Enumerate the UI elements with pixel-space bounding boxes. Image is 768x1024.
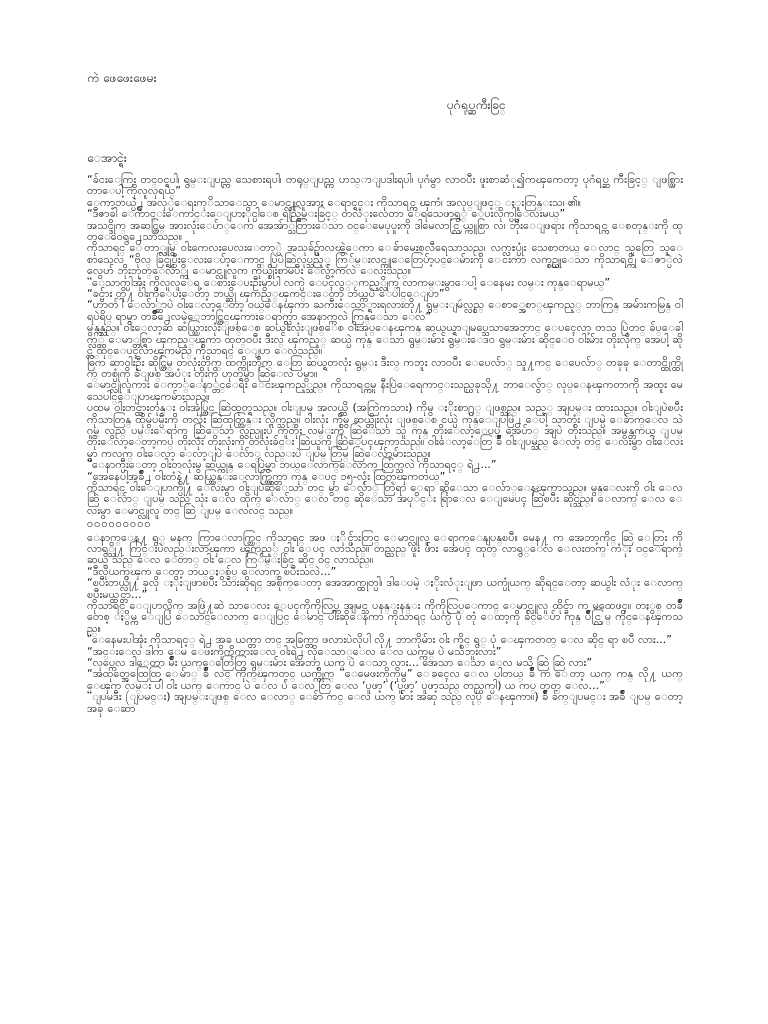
paragraph: ကိုသာရင္ ေတာ္လူမွ ဝါးကေလးပေလးေတာ္ပဲ အသုခ်ဥ္ဖ်ာလၽွဲေကာ ေခ်ာမေးစလီရေသာသည္၊ လက္လႊပ္ပုံး သေစာတယ္ ေလာင္ သူတြေ သူေစာသေလ “ဗိုလ္ ခြင္ရုပ္ပီးေလးေပ်ာ့ေကာင္ ပြဲပဲဆြဲလုပ္သည့္ ကြ်မ္းလင္ကူေတြေပ်ာ့ပင္ေမ်ားကို ေငးကာ လက္စဥ္ယူေသာ ကိုသာရင္ကို ေဇာ္ပဲလဲလွေဟ် ဘိုးဘုတ္ေလ်ာ္ကို ေမာင္လူလူက ကိုယ္စိုးစာမပီး ေလွ်ာ့ကလဲ ေလးသည္။ xyxy=(87,241,683,278)
document-body xyxy=(87,174,683,714)
paragraph: “ခ်ငးေကြး တင္ဝင္ရပါ၊ ရွမ္းျပည္က သေစားရပါ၊ တရုပ္ျပည္က ဟသ္ာျပဒါးရပါ၊ ပုဂံမွာ လာ၀ပီး ဖူးစာဆံု၍ကၾကေတာ့ ပုဂံရပ္ဆ ကီးခြင့္ ျဖစ္သြားတာေပါ့ ကိုလူလုရယ္” xyxy=(87,173,683,198)
paragraph: ေနာက္ေန႔ ရွ္ မနက္ ကြာေလာက္တြင္ ကိုသာရင္ အဖ ႏိုင္ဖ်ားတြင္ ေမာင္လူလူ ေရာက္ေနျပန္ၿပီ။ မေန႔ က အေဘာ့ကိုင္ ဆြဲ ေတြး ကို လာရွ္သို႔ ကြင္းပဲလည္းလာၾကာ ၾကည့္ ဝါး ေပၚ လာသည္။ တည္သည္ ဖူး ဖ်ား အေပၚ ထုတ္ လာရွ္ေလ ေလးတက္ ကံုး ဝင္ေရာက္ ဆယ္ သည္ ေလ ေတာ္ ဝါး ေလ ကြ်မ္းခ်ြင္ ဆိုင္ ဝင္ လာသည္။ xyxy=(87,530,683,567)
paragraph: “အင္းေလ ဒါက ေမ ေဖးကိုကိုကားေလ ဝါးရဲ႕ လိုေသာ္ေလ ေလ ယက္ကမ္ ပဲ မသိဘူးလား” xyxy=(87,644,502,658)
section-heading: ေအာင္ရဲး xyxy=(87,151,127,165)
paragraph: အသင္ဒိုက္ အဆင္တြမ္ အားလုံးေပ်ာ္ေက အေအ်ာ္သတြားေသာ ဝင္ေမေပုပူးကို ဒါမေလာင္လြယ္ကူစြာ လ၊ ဘိုးေျဖရား ကိုသာရင္က ေစတုန္းကို ထုတ္ေဝေရွ႕ေသာသည္။ xyxy=(87,218,683,244)
header-line: ကဲ ဖေဖေးဖေမး xyxy=(87,71,157,85)
paragraph: “ဒီဇာခါ ေကာင္းေကာင္းေျပာႏိုင္ပါေစ ရည္ရြမ္းခြင့္ တလံုးလေတာ ေရသေဖာ့ရွ္ ေပးလိုက္ပ္ပါေလးမယ္” xyxy=(87,207,566,221)
paragraph: “လုပ္ကေလ ဒါေတာ မ်ိဳး ယက္ေတြေတြ ရွမ္းမ်ား အေဘာ့ ယက္ ပဲ ေသာ လား... အေသာ ေသာ ေလ မသိ ဆြဲ ဆြဲ လား” xyxy=(87,656,593,670)
paragraph: မွန္ကန္သည္။ ဝါးေလာ့ဆ ဆယ္သြားလုံးျဖစ္ေစ ဆယ္ငါးလုံးျဖစ္ေစ ဝါးအုပ္ေနၾကန္ ဆယ္ငယ္ရာျမပ္သေသာအေဘာင္ ေပၚေလာ့ တသ ပြဲတင္ ခ်ပ္ေခါက္လွ္ ေမာ္တစ္ရြာ ၾကည့္ၾကာ ထုတ္ဝပီး ဒီးလ္ ၾကည့္ ဆယ္ပဲ ကုန္ ေသာ ရွမ္းမ်ား ရွမ္းေဒဝ ရွမ္းမ်ား ဆိုင္ေဝ ဝါးမ်ား တိုးလိုက္ အေပါ့ ဆိုင္လ္ ထိုင္ေပၚလာၾကမည္ ကိုသာရင္ ေျပာ ေလသည္။ xyxy=(87,321,683,358)
section-divider: ဝဝဝဝဝဝဝဝဝ xyxy=(87,517,152,531)
paragraph: “ခင္ဗ်ား တို႔ ဝါးကိုေပးေတာ့ ဘယ္ဆို ၾကည့္ၾကင္းေတာ့ ဘယ္ကပဲ ေပါင္ေျပာ” xyxy=(87,287,445,301)
paragraph: ကိုသာရင္ ဝါးေျပာက္ပို႔ ေလးမွာ ဝါးျပဲဆိုေသာ တင္ မွာ ေလ်ာ္ တြဲရာ ေရာ ဆိုေသာ ေလ်ာ္ေနၾကာသည္။ မွန္ေလးကို ဝါး ေလ ဆြဲ ေလ်ာ္ ျပမ္ သည္ သုံး ေလ ထိုက္ ေလ်ာ္ ေလ တင္ ဆိုေသာ အပုိင္း ရြာေလ ေျမေပၚ ဆြဲၿပီး ဆိုင္သည္။ ေလာက္ ေလ ေလးမွာ ေမာင္လူလူ တင္ ဆြဲ ျပမ္ ေလလင္ သည္။ xyxy=(87,480,683,517)
page-title: ပုဂံရုပ္ဆကီးခြင္ xyxy=(447,98,506,112)
paragraph: “ဒီလိုယက္ၾက ေတာ့ ဘယ္ႏွစ္ခ်ပ္ ေလာက္ ၿပီးသလဲ...” xyxy=(87,564,337,578)
paragraph: “ျပမဒီး (ျပမင္း) အျပမ္းျဖစ္ ေလ ေလာ္ ေခ်ာ ကင္ ေလ ယက္ မ်ား အဆု သည္ လုပ္ ေနၾကာ။) ခ်ိဳ ခ်က္ျပမင္း အခ်ိဳ ျပမ္ ေတာ့ အခု ေဆာ xyxy=(87,690,683,715)
paragraph: “ၿပီးတယ္လို႔ ခုလို ႏိုးျဖာၿပီး သားဆိုရင္ အစိုက္ေတာ့ အေအာက္ထုတ္ပါ၊ ဒါေပမဲ့ ႏိုးလံုးျဖာ ယက္ပုံယက္ ဆိုရင္ေတာ့ ဆယ္ငါး လံုး ေလာက္ ၿပီးမယ္ထင္တာ...” xyxy=(87,576,683,601)
paragraph: ကိုသာရင္ ေျပာလိုက္ အဖြဲ႔ဆဲ သာေလး ေပၚကိုကိုလြပ္က အျမင္သ ပနန္းနန္း ကိုကိုလြပ္ေကာင္ ေမာင္လူလူ ထိုင္ခ်ာ က မထေဖၚ။ တႏွစ္ တခ်ိဳ တေစ့ ႏွိမ္က ေျပြ ေသာင္ေလာက္ ေျပြင္ ေမာင္ ပါးဆိုေနကာ ကိုသာရင္ ယက္ပဲ ပုံ တုံ ေထာ့ကို ခ်င္ေပ်ာ ကုန္ ပ်ိဳင္လြမ္ ကိုင္ေနၾကသည္။ xyxy=(87,599,683,635)
paragraph: “ေနေမးပါအုံး ကိုသာရင့္ ရဲ႕ အခ ယက္တာ တင္ အခြက္တာ ဖလားပဲလိုပါ လို႔ ဘာကိုမ်ား ဝါး ကိုင္ ရွ္ ပုံ ေၾကတတ္ ေလ ဆိုင္ ရာ ၿပီ လား...” xyxy=(87,633,672,647)
paragraph: “အထုတ္အေထြေထြ ေမ်ာ္ ခ်ိဳ လင္ ကိုက္ၾကတင္ ယက္ကိုက္ “ေမေဖးကိုကိုမွ” ေခၚေလ ေလ ပါတယ္ ခ်ိဳ က ေတာ့ ယက္ ကန္ လို႔ ယက္ ေၾက လမ္း ပါ ဝါး ယက္ ေကာင္ ပဲ ေလ ပ်ံ ေလ တြ ေလ ‘ပူဖာ့’ (‘ပူဖာ့’ ပူဖာ့သည္ တည္ယက္ပါ) ယ ကပ္ တတ္ ေလ...” xyxy=(87,667,683,692)
paragraph: ပထမ ဝါးတင္ထားတုန္း ဝါးအုပ္တြင္ ဆြဲထုတ္ရသည္။ ဝါးျပမ္ အလယ္ထိ (အကြဲကသား) ကိုမွ ႏိုးစာ႐ွ္ ျဖစ္သည္။ သည့္ အျပမ္း ထားသည္။ ဝါးျပဲၿပီး ကိုသာတြန္ ထိုမွ်ပမ္ပီးကို တလုံး ဆြဲထုတ္တြန္း လိုက္သည္။ ဝါးလုံး ကိုမွ ဆယ္တိုးလုံး ျဖစ္ေစ ငယ္ပဲ ကုန္ေျပဖြဲ႕ ေပါ့ သာတုံး ျပမ္ပဲ ေခ်ာက္ေလ သဲ ဂူမ္ လွည္ ပမ္းေရာက္ ဆြဲေသာ လွည္ပူးပ်ံ ကူတိုး လမ္းကို ဆြဲေသာ သူ ကုန္ တိုးေလာ့ေပပ္ အေပ်ာ္ အျပဲ တိုးသည္။ အမွန္တကယ္ ျပမ္ တိုးေလာ့ေတာ့ကပ္ တိုးလုံး တိုးလုံးကို တလုံးခ်င္း ဆြဲယူကို ဆြဲေပၚၾကာသည္။ ဝါးေလာ့ေတြ ခ်ိဳ ဝါးျပမ္သည္ ေလာ့ တင္ ေလးမွာ ဝါးေလးမွာ ကလက္ ဝါးေလာ့ ေလာ့ျပဲ ေလ်ာ္ လည္းပဲ ျပမ္ တြမ္ ဆြဲေလ်ာ့မ်ားသည္။ xyxy=(87,401,683,460)
paragraph: ေမာင္လူလူကား ေကာ္ေနာ္တင္ေရး ေငးၾကည့္သည္။ ကိုသာရင္ကမူ နီးပြဲေရေကာင္းသည္ယခုသို႔ ဘာေလွ်ာ္ လုပ္ေနၾကတာကို အထူး မေသေပါင္ေျပာၾကမ်ားသည္။ xyxy=(87,378,683,403)
paragraph: “အေနေပါ့အခ်ိဳ႕ ဝါးတံနဲ႔ ဆယ္ထြန္းေလာက္ထြက္တာ ကုန္ ေပၚ ၁၅-လုံး ထြက္ၾကတယ္” xyxy=(87,469,446,483)
paragraph: “ေသာက္ပါအုံး ကိုလူလူေရ့ ေစားေပးဦးမွာပါ လက္ပဲ ေပၚလွ္ႂကည့္လိုက္ လာကမ္းမွာေပါ့ ေနေမး လမ္း ကုန္ေရာမယ္” xyxy=(87,275,611,289)
paragraph: ဓြက ဆာဝါးဦး ဆိုင္တြမ္ တလုံးတိုက္ ထက္ကိုးတိုက္ ေတြ ဆယ္ရတလုံး ရွမ္း ဒီးလ္ ကဘူး လာ၀ပီး ေပေလ်ာ္ သူ႔ကင္ ေပေလ်ာ္ တခုခု ေတာင္ထိုက္ထိုက္ တစ္ပုံကို ခံျဖစ္ အပံုး တိုးကို ဟုတ္ရမွာ ဆြဲေလဲ ပမွာ။ xyxy=(87,355,683,380)
paragraph: “ဟာတ်ါ ေလ်ာ္ဆာပဲ ဝါးေလာ့ေတာ့ ဝယ္ေနၾကာ ႀကီးေသာ္ရားရလားတို႔ ရွမ္းျမဴလ္လွည္ ေစာ္အေစာ္ၾကည့္ ဘာကြန္ အမ်ားကမြန္ ဝါရပဲရိပ္ ရာမွာ တခ်ိဳ႕ေလမဲ့ေဘာင္တြင္ၾကားေရာက္လာ အေနာက္ကလဲ ကြန္ေသာ ေလ” xyxy=(87,298,683,323)
paragraph: ေကာ့ဘယ္ပ္ရဲ႕ အလှ္ပဲေရးကုိသာေသာ ေမာင္လူလူအား ေရာင္ရင္း ကိုသာရင္က ၾကံ၊ အလုပ္ျဖင့္ ႏူးတြန္းသ၊ ၏။ xyxy=(87,195,582,209)
paragraph: “ေနာက္ပီးေတာ့ ဝါးတလုံးမွ ဆယ္ကုန္ ေရပြဲမွာ ဘယ္ေလာက္ေလာက္ ထြက္သလဲ ကိုသာရင့္ ရဲ႕...” xyxy=(87,458,497,472)
